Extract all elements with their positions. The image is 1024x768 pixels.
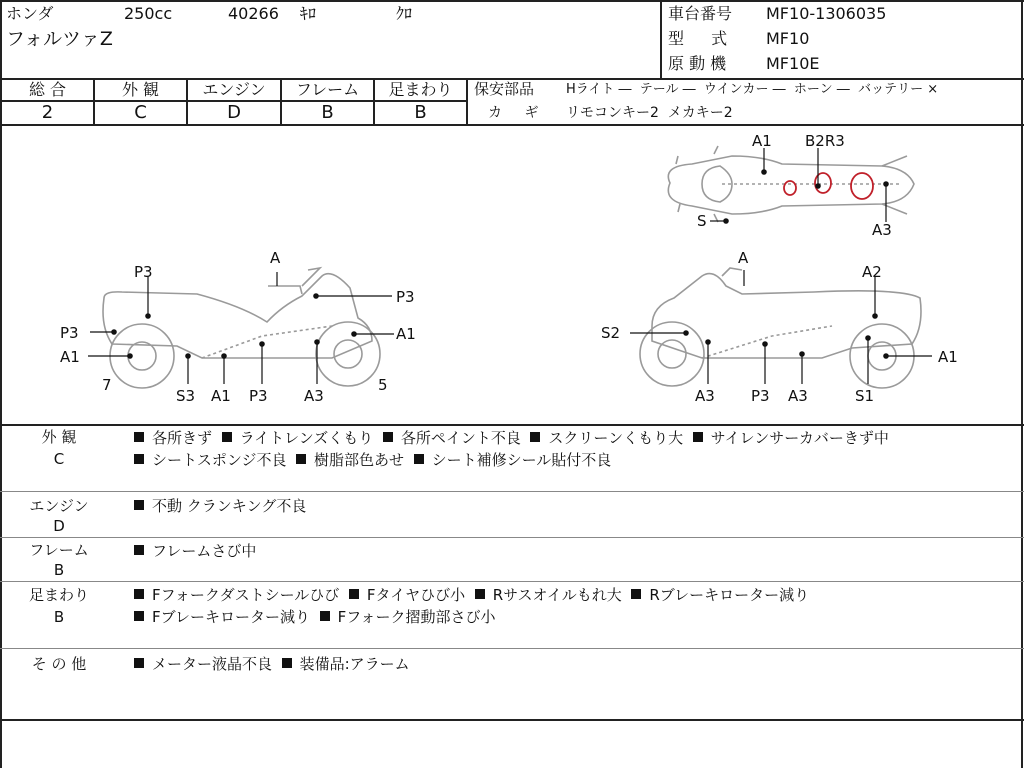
remark-item: Fフォーク摺動部さび小: [320, 608, 496, 626]
damage-mark: [851, 173, 873, 199]
remark-item: サイレンサーカバーきず中: [693, 429, 889, 447]
key-value: リモコンキー2 メカキー2: [566, 105, 733, 121]
bullet-icon: [134, 500, 144, 510]
bullet-icon: [134, 454, 144, 464]
frame-no-label: 車台番号: [668, 4, 733, 23]
key-label: カ ギ: [488, 105, 539, 121]
remarks-div: [0, 648, 1024, 649]
grade-label: 足まわり: [388, 80, 453, 99]
diagram-label: P3: [60, 324, 79, 342]
remarks-div: [0, 581, 1024, 582]
bike-top-view: [668, 146, 914, 222]
grade-value: D: [227, 102, 241, 123]
section-grade: D: [53, 517, 65, 535]
diagram-label: A: [270, 249, 281, 267]
diagram-label: S: [697, 212, 707, 230]
remarks-bottom: [0, 719, 1024, 721]
section-title: 外 観: [41, 428, 77, 446]
diagram-label: P3: [134, 263, 153, 281]
diagram-label: A2: [862, 263, 882, 281]
section-title: エンジン: [29, 497, 89, 515]
grade-div-5: [466, 78, 468, 126]
section-items: [134, 427, 1010, 471]
section-title: そ の 他: [31, 655, 87, 673]
diagram-label: P3: [396, 288, 415, 306]
section-items: [134, 540, 1010, 562]
section-grade: C: [53, 450, 65, 468]
diagram-label: A1: [938, 348, 958, 366]
remark-item: 各所ペイント不良: [383, 429, 531, 447]
remark-item: シート補修シール貼付不良: [414, 451, 612, 469]
bullet-icon: [134, 611, 144, 621]
diagram-label: A1: [211, 387, 231, 405]
mileage-unit: ｷﾛ: [300, 4, 317, 23]
bullet-icon: [475, 589, 485, 599]
remark-item: Fフォークダストシールひび: [134, 586, 349, 604]
bullet-icon: [320, 611, 330, 621]
engine-code: MF10E: [766, 54, 820, 73]
diagram-label: P3: [751, 387, 770, 405]
safety-label: 保安部品: [474, 80, 535, 98]
model-code-label: 型 式: [668, 29, 728, 48]
diagram-label: A1: [752, 132, 772, 150]
grade-value: B: [321, 102, 334, 123]
remark-item: 装備品:アラーム: [282, 655, 410, 673]
remark-item: 各所きず: [134, 429, 222, 447]
diagram-label: A3: [788, 387, 808, 405]
grade-label: 総 合: [28, 80, 67, 99]
bullet-icon: [693, 432, 703, 442]
grade-value: B: [414, 102, 427, 123]
section-items: [134, 653, 1010, 675]
remark-item: ライトレンズくもり: [222, 429, 383, 447]
remark-item: Rブレーキローター減り: [631, 586, 809, 604]
grade-value: C: [134, 102, 147, 123]
remark-item: Rサスオイルもれ大: [475, 586, 632, 604]
diagram-label: S2: [601, 324, 621, 342]
bullet-icon: [530, 432, 540, 442]
diagram-label: A3: [304, 387, 324, 405]
section-items: [134, 584, 1010, 628]
bullet-icon: [134, 545, 144, 555]
bullet-icon: [631, 589, 641, 599]
bullet-icon: [414, 454, 424, 464]
grade-label: エンジン: [202, 80, 266, 99]
diagram-label: A1: [396, 325, 416, 343]
bullet-icon: [296, 454, 306, 464]
remarks-top: [0, 424, 1024, 426]
displacement: 250cc: [124, 4, 173, 23]
safety-items: Hライト ― テール ― ウインカー ― ホーン ― バッテリー ×: [566, 82, 939, 97]
section-grade: B: [53, 608, 65, 626]
bike-right-view: [640, 268, 921, 388]
remark-item: シートスポンジ不良: [134, 451, 296, 469]
grade-label: 外 観: [121, 80, 160, 99]
section-title: 足まわり: [28, 586, 89, 604]
model-code: MF10: [766, 29, 810, 48]
diagram-label: B2R3: [805, 132, 845, 150]
remark-item: フレームさび中: [134, 542, 256, 560]
engine-label: 原 動 機: [668, 54, 727, 73]
diagram-label: A3: [872, 221, 892, 239]
frame-no: MF10-1306035: [766, 4, 887, 23]
remark-item: メーター液晶不良: [134, 655, 282, 673]
grade-value: 2: [41, 102, 54, 123]
section-title: フレーム: [29, 541, 89, 559]
bullet-icon: [282, 658, 292, 668]
bullet-icon: [349, 589, 359, 599]
diagram-label: P3: [249, 387, 268, 405]
section-items: [134, 495, 1010, 517]
bullet-icon: [222, 432, 232, 442]
grade-label: フレーム: [295, 80, 360, 99]
remark-item: 不動 クランキング不良: [134, 497, 306, 515]
damage-mark: [784, 181, 796, 195]
section-grade: B: [53, 561, 65, 579]
maker: ホンダ: [6, 4, 54, 23]
bike-left-view: [103, 268, 380, 388]
diagram-label: S3: [176, 387, 196, 405]
mileage: 40266: [228, 4, 279, 23]
diagram-label: 7: [102, 376, 112, 394]
bullet-icon: [134, 589, 144, 599]
diagram-label: A3: [695, 387, 715, 405]
diagram-label: A1: [60, 348, 80, 366]
diagram-label: 5: [378, 376, 388, 394]
color: ｸﾛ: [396, 4, 413, 23]
bullet-icon: [383, 432, 393, 442]
diagram-label: A: [738, 249, 749, 267]
remarks-div: [0, 491, 1024, 492]
remark-item: 樹脂部色あせ: [296, 451, 414, 469]
diagram-label: S1: [855, 387, 875, 405]
remarks-div: [0, 537, 1024, 538]
remark-item: スクリーンくもり大: [530, 429, 692, 447]
header-divider: [660, 0, 662, 78]
remark-item: Fブレーキローター減り: [134, 608, 320, 626]
bullet-icon: [134, 658, 144, 668]
remark-item: Fタイヤひび小: [349, 586, 475, 604]
frame-top: [0, 0, 1024, 2]
bullet-icon: [134, 432, 144, 442]
model-name: フォルツァZ: [6, 28, 113, 50]
